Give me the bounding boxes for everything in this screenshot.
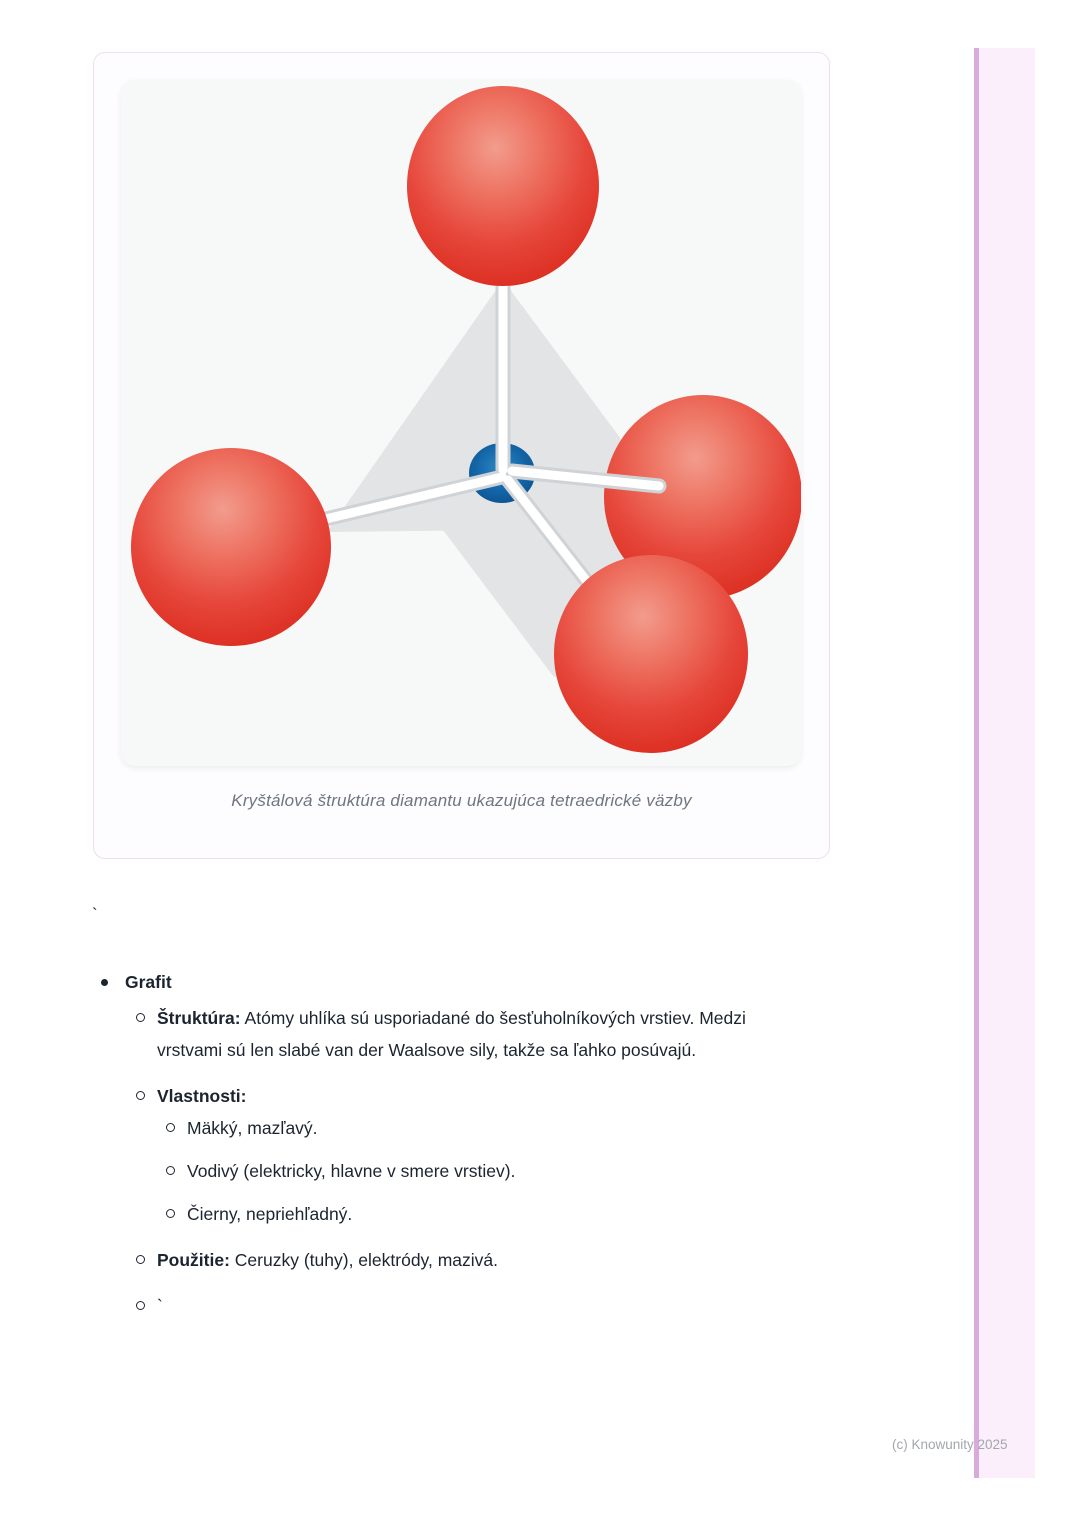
vlastnosti-label: Vlastnosti: xyxy=(157,1086,247,1106)
right-margin-stripe-border xyxy=(974,48,979,1478)
pouzitie-text-block xyxy=(157,1244,498,1276)
figure-caption: Kryštálová štruktúra diamantu ukazujúca tetraedrické väzby xyxy=(231,791,692,810)
figure-card xyxy=(93,52,830,859)
circle-bullet-icon xyxy=(166,1123,175,1132)
vlastnost-text: Vodivý (elektricky, hlavne v smere vrstiev). xyxy=(187,1161,516,1181)
list-item-vlastnosti xyxy=(0,1080,900,1230)
struktura-text-block xyxy=(157,1002,757,1066)
struktura-text: Atómy uhlíka sú usporiadané do šesťuholníkových vrstiev. Medzi vrstvami sú len slabé van der Waalsove sily, takže sa ľahko posúvajú. xyxy=(157,1008,746,1060)
stray-backtick: ` xyxy=(92,905,98,924)
list-item xyxy=(136,1198,900,1230)
disc-bullet-icon xyxy=(101,979,108,986)
list-item xyxy=(136,1112,900,1144)
diamond-structure-illustration xyxy=(121,80,801,766)
atom-sphere-bottom xyxy=(554,555,748,753)
notes-list xyxy=(0,966,900,1336)
circle-bullet-icon xyxy=(166,1166,175,1175)
atom-sphere-top xyxy=(407,86,599,286)
atom-sphere-left xyxy=(131,448,331,646)
right-margin-stripe-fill xyxy=(979,48,1035,1478)
circle-bullet-icon xyxy=(136,1255,145,1264)
pouzitie-label: Použitie: xyxy=(157,1250,230,1270)
copyright-footer: (c) Knowunity 2025 xyxy=(892,1437,1008,1452)
circle-bullet-icon xyxy=(136,1301,145,1310)
circle-bullet-icon xyxy=(136,1091,145,1100)
list-item-backtick xyxy=(0,1290,900,1322)
list-item-struktura xyxy=(0,1002,900,1066)
list-item-grafit xyxy=(0,966,900,998)
grafit-title: Grafit xyxy=(125,972,172,992)
struktura-label: Štruktúra: xyxy=(157,1008,241,1028)
trailing-backtick: ` xyxy=(157,1296,163,1316)
circle-bullet-icon xyxy=(136,1013,145,1022)
pouzitie-text: Ceruzky (tuhy), elektródy, mazivá. xyxy=(234,1250,499,1270)
vlastnost-text: Čierny, nepriehľadný. xyxy=(187,1204,353,1224)
list-item xyxy=(136,1155,900,1187)
vlastnost-text: Mäkký, mazľavý. xyxy=(187,1118,318,1138)
figure-image[interactable] xyxy=(121,80,801,766)
list-item-pouzitie xyxy=(0,1244,900,1276)
vlastnosti-sublist xyxy=(136,1112,900,1230)
circle-bullet-icon xyxy=(166,1209,175,1218)
